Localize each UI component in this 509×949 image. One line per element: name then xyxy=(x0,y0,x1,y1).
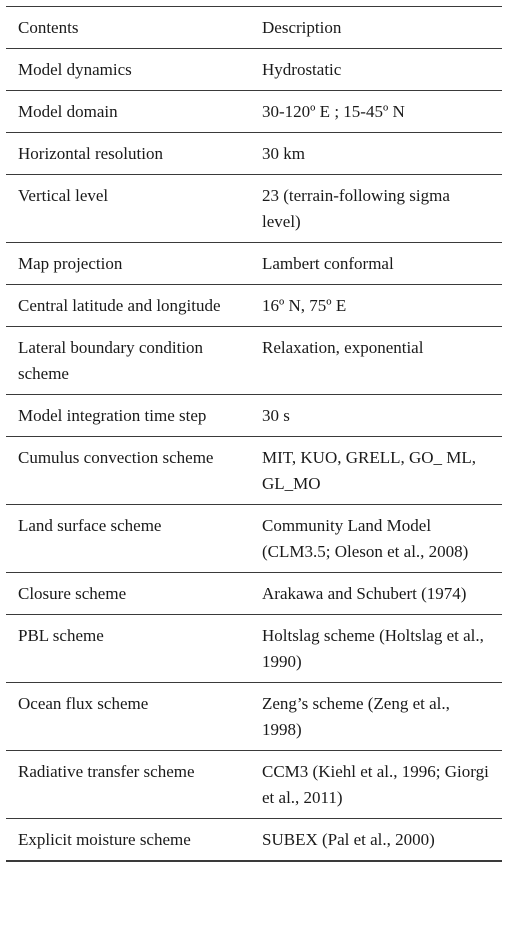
row-contents-cell: Model domain xyxy=(6,91,250,133)
table-header-row xyxy=(6,7,502,49)
row-contents-cell: Closure scheme xyxy=(6,573,250,615)
model-configuration-table-container xyxy=(6,6,502,862)
table-row xyxy=(6,133,502,175)
row-description-cell: SUBEX (Pal et al., 2000) xyxy=(250,819,502,862)
row-contents-cell: Map projection xyxy=(6,243,250,285)
row-description-cell: MIT, KUO, GRELL, GO_ ML, GL_MO xyxy=(250,437,502,505)
table-row xyxy=(6,505,502,573)
table-row xyxy=(6,395,502,437)
table-row xyxy=(6,285,502,327)
row-contents-cell: Model integration time step xyxy=(6,395,250,437)
row-description-cell: 16º N, 75º E xyxy=(250,285,502,327)
row-description-cell: 23 (terrain-following sigma level) xyxy=(250,175,502,243)
row-contents-cell: Ocean flux scheme xyxy=(6,683,250,751)
row-description-cell: Hydrostatic xyxy=(250,49,502,91)
table-row xyxy=(6,751,502,819)
row-description-cell: Arakawa and Schubert (1974) xyxy=(250,573,502,615)
table-row xyxy=(6,437,502,505)
row-description-cell: Community Land Model (CLM3.5; Oleson et al., 2008) xyxy=(250,505,502,573)
table-row xyxy=(6,49,502,91)
row-description-cell: 30 km xyxy=(250,133,502,175)
row-contents-cell: Explicit moisture scheme xyxy=(6,819,250,862)
row-contents-cell: Model dynamics xyxy=(6,49,250,91)
table-row xyxy=(6,819,502,862)
table-row xyxy=(6,615,502,683)
table-body xyxy=(6,7,502,862)
row-description-cell: 30 s xyxy=(250,395,502,437)
row-contents-cell: Cumulus convection scheme xyxy=(6,437,250,505)
table-row xyxy=(6,243,502,285)
row-contents-cell: PBL scheme xyxy=(6,615,250,683)
table-row xyxy=(6,573,502,615)
table-row xyxy=(6,327,502,395)
header-contents: Contents xyxy=(6,7,250,49)
row-contents-cell: Vertical level xyxy=(6,175,250,243)
model-configuration-table xyxy=(6,6,502,862)
row-contents-cell: Central latitude and longitude xyxy=(6,285,250,327)
row-description-cell: Holtslag scheme (Holtslag et al., 1990) xyxy=(250,615,502,683)
row-description-cell: Zeng’s scheme (Zeng et al., 1998) xyxy=(250,683,502,751)
table-row xyxy=(6,175,502,243)
row-contents-cell: Lateral boundary condition scheme xyxy=(6,327,250,395)
row-description-cell: Lambert conformal xyxy=(250,243,502,285)
row-description-cell: CCM3 (Kiehl et al., 1996; Giorgi et al., 2011) xyxy=(250,751,502,819)
row-contents-cell: Land surface scheme xyxy=(6,505,250,573)
header-description: Description xyxy=(250,7,502,49)
table-row xyxy=(6,683,502,751)
row-contents-cell: Horizontal resolution xyxy=(6,133,250,175)
row-contents-cell: Radiative transfer scheme xyxy=(6,751,250,819)
row-description-cell: Relaxation, exponential xyxy=(250,327,502,395)
row-description-cell: 30-120º E ; 15-45º N xyxy=(250,91,502,133)
table-row xyxy=(6,91,502,133)
